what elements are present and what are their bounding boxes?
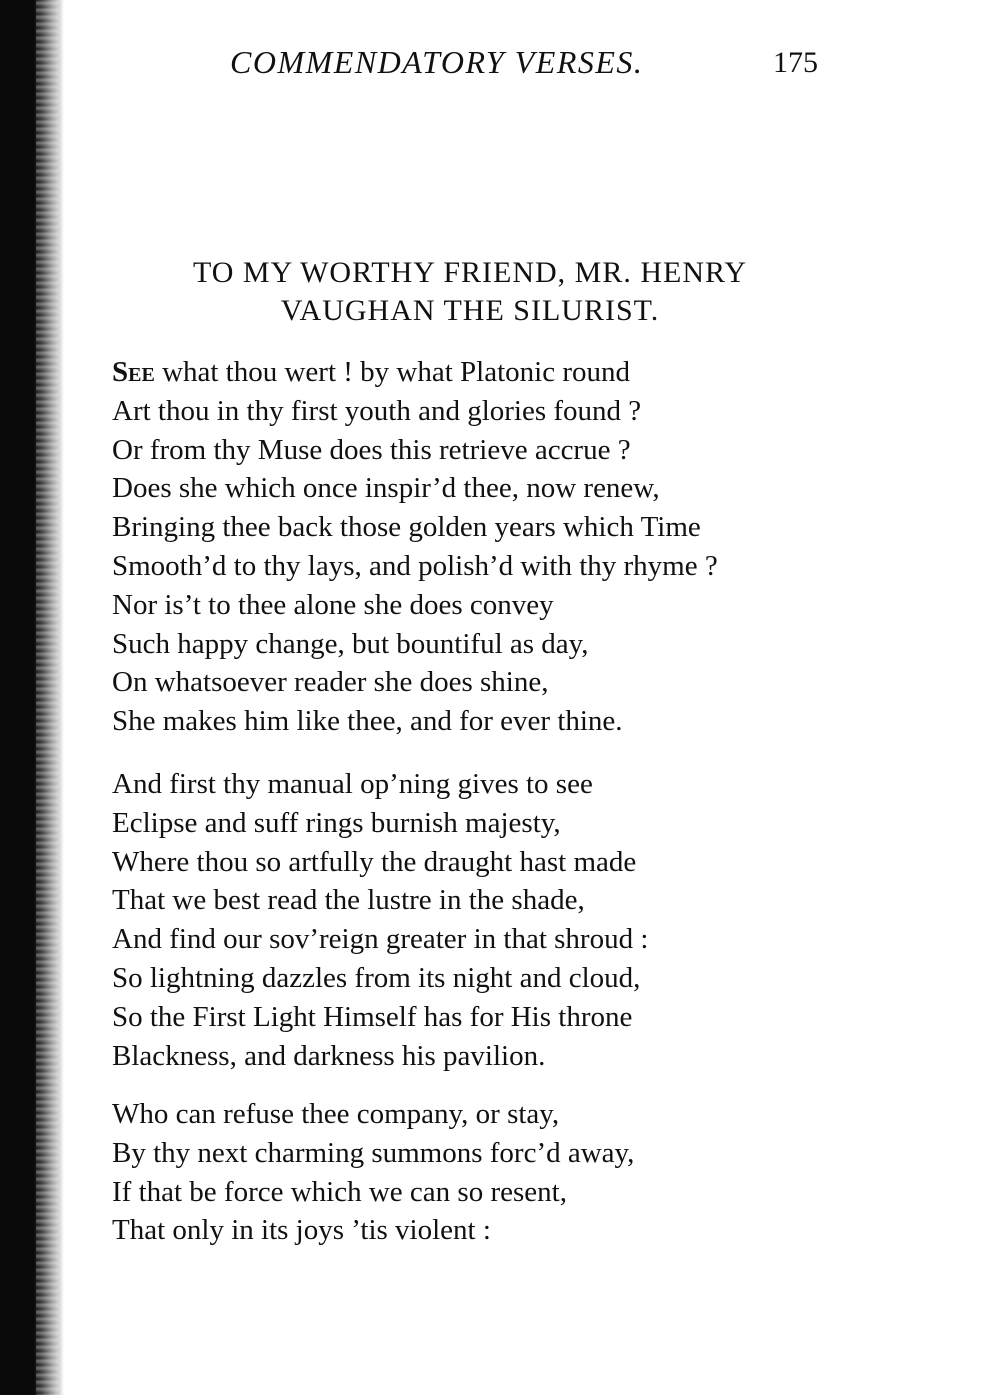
verse-line: If that be force which we can so resent, bbox=[112, 1175, 567, 1208]
verse-line: Does she which once inspir’d thee, now renew, bbox=[112, 472, 660, 505]
verse-line: That we best read the lustre in the shade, bbox=[112, 884, 585, 917]
running-title: COMMENDATORY VERSES. bbox=[230, 44, 644, 80]
verse-line: Who can refuse thee company, or stay, bbox=[112, 1098, 560, 1130]
verse-line: She makes him like thee, and for ever thine. bbox=[112, 705, 623, 738]
verse-line: And first thy manual op’ning gives to see bbox=[112, 768, 593, 800]
verse-line: Blackness, and darkness his pavilion. bbox=[112, 1039, 546, 1072]
page-number: 175 bbox=[773, 46, 818, 79]
verse-line: Or from thy Muse does this retrieve accrue ? bbox=[112, 433, 631, 466]
stanza-2 bbox=[112, 765, 648, 1075]
verse-line: That only in its joys ’tis violent : bbox=[112, 1214, 491, 1247]
verse-line: So lightning dazzles from its night and cloud, bbox=[112, 961, 641, 994]
verse-line: So the First Light Himself has for His throne bbox=[112, 1000, 633, 1033]
running-head bbox=[230, 44, 830, 84]
first-word: See bbox=[112, 356, 155, 388]
book-binding-edge bbox=[0, 0, 64, 1395]
verse-line: Eclipse and suff rings burnish majesty, bbox=[112, 806, 561, 839]
verse-line bbox=[112, 353, 718, 392]
poem-title-line: VAUGHAN THE SILURIST. bbox=[280, 294, 660, 327]
verse-line: Such happy change, but bountiful as day, bbox=[112, 627, 589, 660]
verse-line-text: what thou wert ! by what Platonic round bbox=[154, 356, 630, 388]
verse-line: Nor is’t to thee alone she does convey bbox=[112, 588, 554, 621]
poem-title-line: TO MY WORTHY FRIEND, MR. HENRY bbox=[192, 256, 748, 289]
verse-line: Bringing thee back those golden years which Time bbox=[112, 511, 701, 544]
stanza-1 bbox=[112, 353, 718, 741]
verse-line: By thy next charming summons forc’d away, bbox=[112, 1136, 635, 1169]
verse-line: And find our sov’reign greater in that shroud : bbox=[112, 923, 649, 956]
verse-line: Smooth’d to thy lays, and polish’d with thy rhyme ? bbox=[112, 549, 718, 582]
verse-line: On whatsoever reader she does shine, bbox=[112, 666, 549, 699]
poem-title bbox=[100, 254, 840, 330]
verse-line: Art thou in thy first youth and glories found ? bbox=[112, 394, 642, 427]
verse-line: Where thou so artfully the draught hast made bbox=[112, 845, 637, 878]
stanza-3 bbox=[112, 1095, 634, 1250]
